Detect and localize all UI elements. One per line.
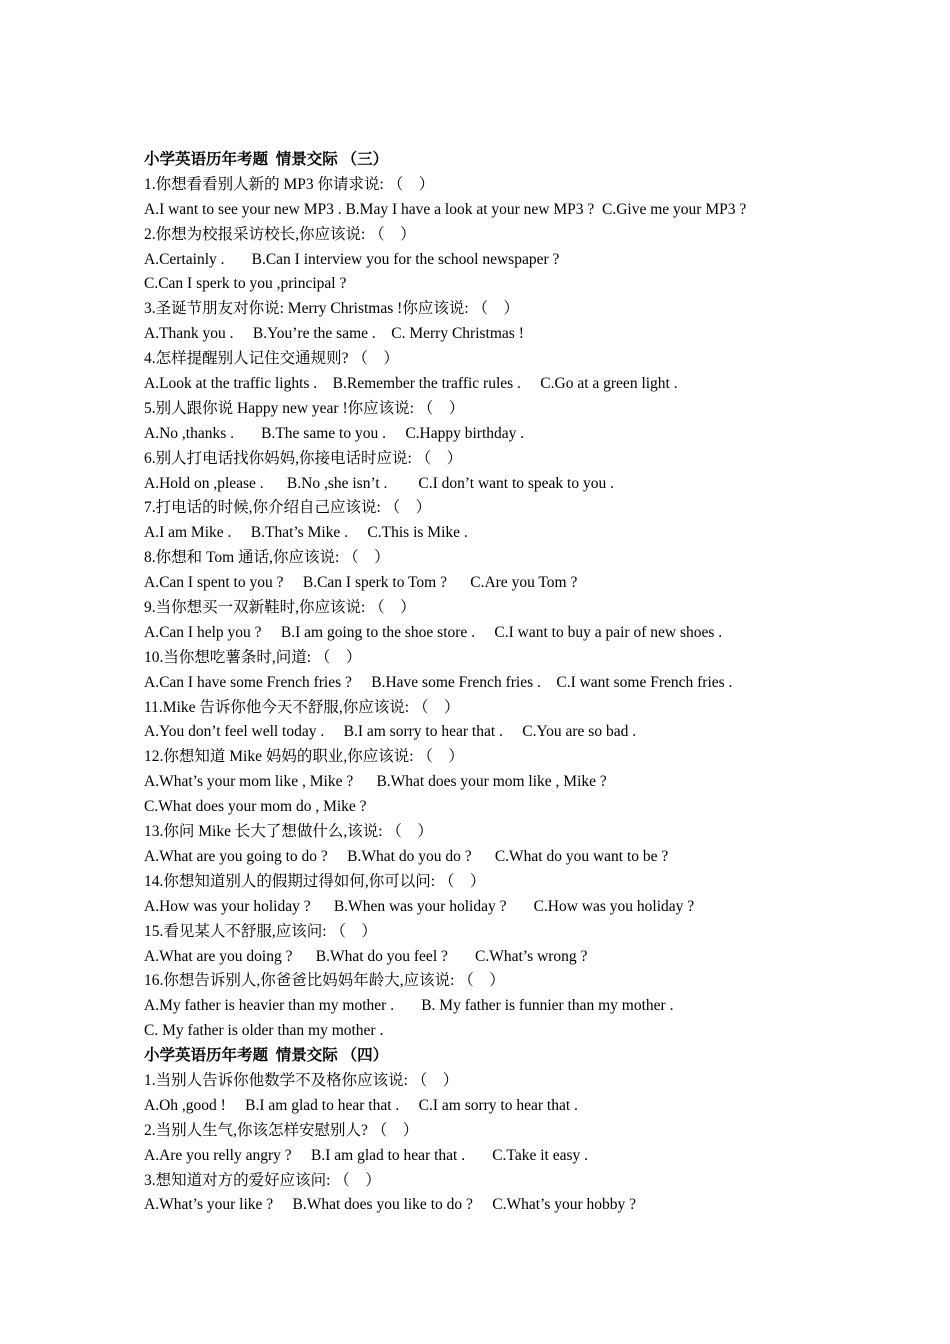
question-3: 3.圣诞节朋友对你说: Merry Christmas !你应该说: （ ） <box>144 300 519 318</box>
question-16: 16.你想告诉别人,你爸爸比妈妈年龄大,应该说: （ ） <box>144 972 505 990</box>
answer-options-10: A.Can I have some French fries ? B.Have some French fries . C.I want some French fries . <box>144 673 733 691</box>
question-12: 12.你想知道 Mike 妈妈的职业,你应该说: （ ） <box>144 748 464 766</box>
question-2: 2.当别人生气,你该怎样安慰别人? （ ） <box>144 1121 419 1139</box>
question-9: 9.当你想买一双新鞋时,你应该说: （ ） <box>144 599 416 617</box>
question-7: 7.打电话的时候,你介绍自己应该说: （ ） <box>144 499 432 517</box>
answer-options-12: A.What’s your mom like , Mike ? B.What does your mom like , Mike ? <box>144 773 607 791</box>
question-2: 2.你想为校报采访校长,你应该说: （ ） <box>144 225 416 243</box>
question-10: 10.当你想吃薯条时,问道: （ ） <box>144 648 362 666</box>
answer-options-1: A.Oh ,good ! B.I am glad to hear that . C.I am sorry to hear that . <box>144 1096 578 1114</box>
answer-options-1: A.I want to see your new MP3 . B.May I have a look at your new MP3 ? C.Give me your MP3 ? <box>144 200 747 218</box>
question-8: 8.你想和 Tom 通话,你应该说: （ ） <box>144 549 390 567</box>
question-5: 5.别人跟你说 Happy new year !你应该说: （ ） <box>144 399 465 417</box>
answer-options-7: A.I am Mike . B.That’s Mike . C.This is Mike . <box>144 524 468 542</box>
question-11: 11.Mike 告诉你他今天不舒服,你应该说: （ ） <box>144 698 460 716</box>
answer-options-11: A.You don’t feel well today . B.I am sorry to hear that . C.You are so bad . <box>144 723 637 741</box>
answer-options-5: A.No ,thanks . B.The same to you . C.Happy birthday . <box>144 424 525 442</box>
answer-options-2-cont: C.Can I sperk to you ,principal ? <box>144 275 347 293</box>
question-13: 13.你问 Mike 长大了想做什么,该说: （ ） <box>144 823 433 841</box>
answer-options-9: A.Can I help you ? B.I am going to the shoe store . C.I want to buy a pair of new shoes . <box>144 623 723 641</box>
answer-options-3: A.Thank you . B.You’re the same . C. Merry Christmas ! <box>144 325 524 343</box>
question-6: 6.别人打电话找你妈妈,你接电话时应说: （ ） <box>144 449 463 467</box>
question-1: 1.你想看看别人新的 MP3 你请求说: （ ） <box>144 175 435 193</box>
answer-options-15: A.What are you doing ? B.What do you feel ? C.What’s wrong ? <box>144 947 588 965</box>
answer-options-2: A.Certainly . B.Can I interview you for the school newspaper ? <box>144 250 560 268</box>
answer-options-16-cont: C. My father is older than my mother . <box>144 1022 384 1040</box>
document-page <box>144 148 824 1218</box>
answer-options-14: A.How was your holiday ? B.When was your holiday ? C.How was you holiday ? <box>144 897 695 915</box>
answer-options-16: A.My father is heavier than my mother . B. My father is funnier than my mother . <box>144 997 674 1015</box>
section-heading: 小学英语历年考题 情景交际 （四） <box>144 1047 389 1065</box>
answer-options-6: A.Hold on ,please . B.No ,she isn’t . C.I don’t want to speak to you . <box>144 474 614 492</box>
question-15: 15.看见某人不舒服,应该问: （ ） <box>144 922 377 940</box>
answer-options-13: A.What are you going to do ? B.What do you do ? C.What do you want to be ? <box>144 847 669 865</box>
answer-options-4: A.Look at the traffic lights . B.Remember the traffic rules . C.Go at a green light . <box>144 375 678 393</box>
question-1: 1.当别人告诉你他数学不及格你应该说: （ ） <box>144 1071 459 1089</box>
answer-options-2: A.Are you relly angry ? B.I am glad to hear that . C.Take it easy . <box>144 1146 588 1164</box>
question-3: 3.想知道对方的爱好应该问: （ ） <box>144 1171 381 1189</box>
section-heading: 小学英语历年考题 情景交际 （三） <box>144 151 389 168</box>
answer-options-12-cont: C.What does your mom do , Mike ? <box>144 798 367 816</box>
question-14: 14.你想知道别人的假期过得如何,你可以问: （ ） <box>144 872 486 890</box>
question-4: 4.怎样提醒别人记住交通规则? （ ） <box>144 350 399 368</box>
answer-options-3: A.What’s your like ? B.What does you like to do ? C.What’s your hobby ? <box>144 1196 637 1214</box>
answer-options-8: A.Can I spent to you ? B.Can I sperk to Tom ? C.Are you Tom ? <box>144 574 578 592</box>
